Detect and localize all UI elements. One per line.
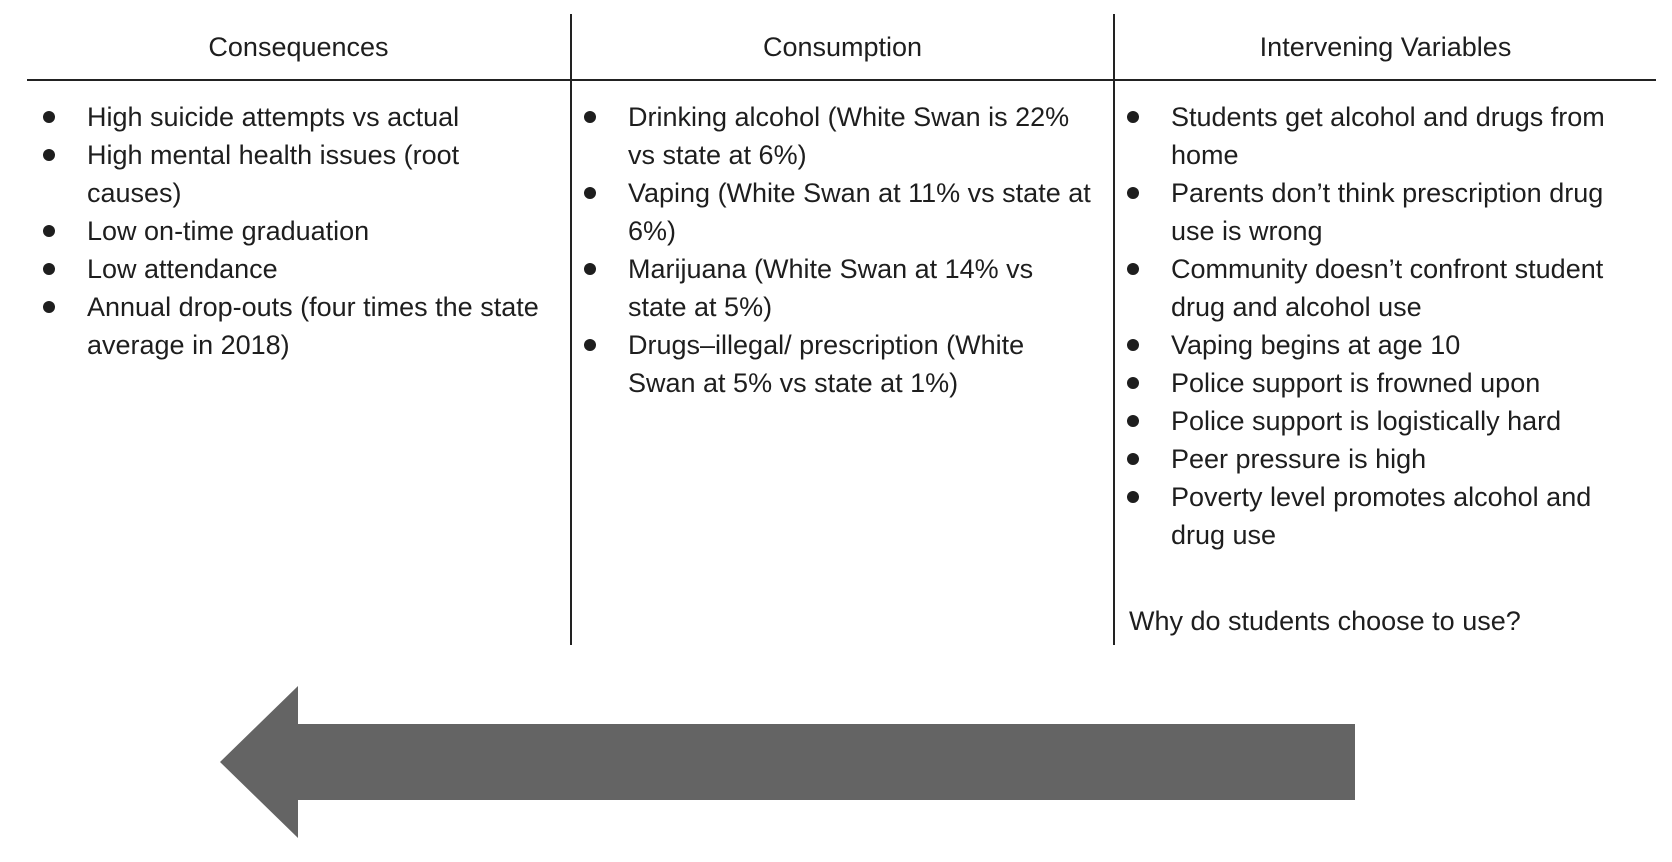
list-item: Students get alcohol and drugs from home: [1115, 98, 1656, 174]
bullet-icon: [1127, 339, 1139, 351]
column-consequences: [27, 14, 570, 645]
bullet-icon: [584, 263, 596, 275]
column-intervening-variables: [1113, 14, 1656, 645]
list-item: Vaping (White Swan at 11% vs state at 6%): [572, 174, 1113, 250]
list-item: Drinking alcohol (White Swan is 22% vs state at 6%): [572, 98, 1113, 174]
consequences-list: [27, 98, 570, 364]
bullet-icon: [1127, 377, 1139, 389]
consumption-list: [572, 98, 1113, 402]
bullet-icon: [1127, 263, 1139, 275]
bullet-icon: [584, 111, 596, 123]
list-item: Low on-time graduation: [27, 212, 570, 250]
list-item: High mental health issues (root causes): [27, 136, 570, 212]
list-item: Low attendance: [27, 250, 570, 288]
bullet-icon: [43, 111, 55, 123]
left-arrow-shape: [220, 686, 1355, 838]
bullet-icon: [1127, 491, 1139, 503]
list-item: Police support is logistically hard: [1115, 402, 1656, 440]
list-item: Vaping begins at age 10: [1115, 326, 1656, 364]
list-item: Drugs–illegal/ prescription (White Swan at 5% vs state at 1%): [572, 326, 1113, 402]
list-item: Parents don’t think prescription drug use is wrong: [1115, 174, 1656, 250]
list-item: Community doesn’t confront student drug and alcohol use: [1115, 250, 1656, 326]
bullet-icon: [584, 187, 596, 199]
question-text: Why do students choose to use?: [1129, 606, 1521, 636]
list-item: Police support is frowned upon: [1115, 364, 1656, 402]
bullet-icon: [43, 225, 55, 237]
intervening-variables-list: [1115, 98, 1656, 554]
bullet-icon: [43, 301, 55, 313]
list-item: High suicide attempts vs actual: [27, 98, 570, 136]
column-header-consequences: Consequences: [208, 31, 389, 62]
list-item: Peer pressure is high: [1115, 440, 1656, 478]
list-item: Annual drop-outs (four times the state average in 2018): [27, 288, 570, 364]
bullet-icon: [1127, 453, 1139, 465]
bullet-icon: [1127, 415, 1139, 427]
list-item: Poverty level promotes alcohol and drug use: [1115, 478, 1656, 554]
column-consumption: [570, 14, 1113, 645]
column-header-intervening-variables: Intervening Variables: [1259, 31, 1512, 62]
column-header-consumption: Consumption: [762, 31, 923, 62]
list-item: Marijuana (White Swan at 14% vs state at 5%): [572, 250, 1113, 326]
bullet-icon: [1127, 187, 1139, 199]
bullet-icon: [584, 339, 596, 351]
bullet-icon: [43, 263, 55, 275]
bullet-icon: [1127, 111, 1139, 123]
bullet-icon: [43, 149, 55, 161]
left-arrow-icon: [220, 686, 1355, 838]
diagram-table: [27, 14, 1656, 645]
